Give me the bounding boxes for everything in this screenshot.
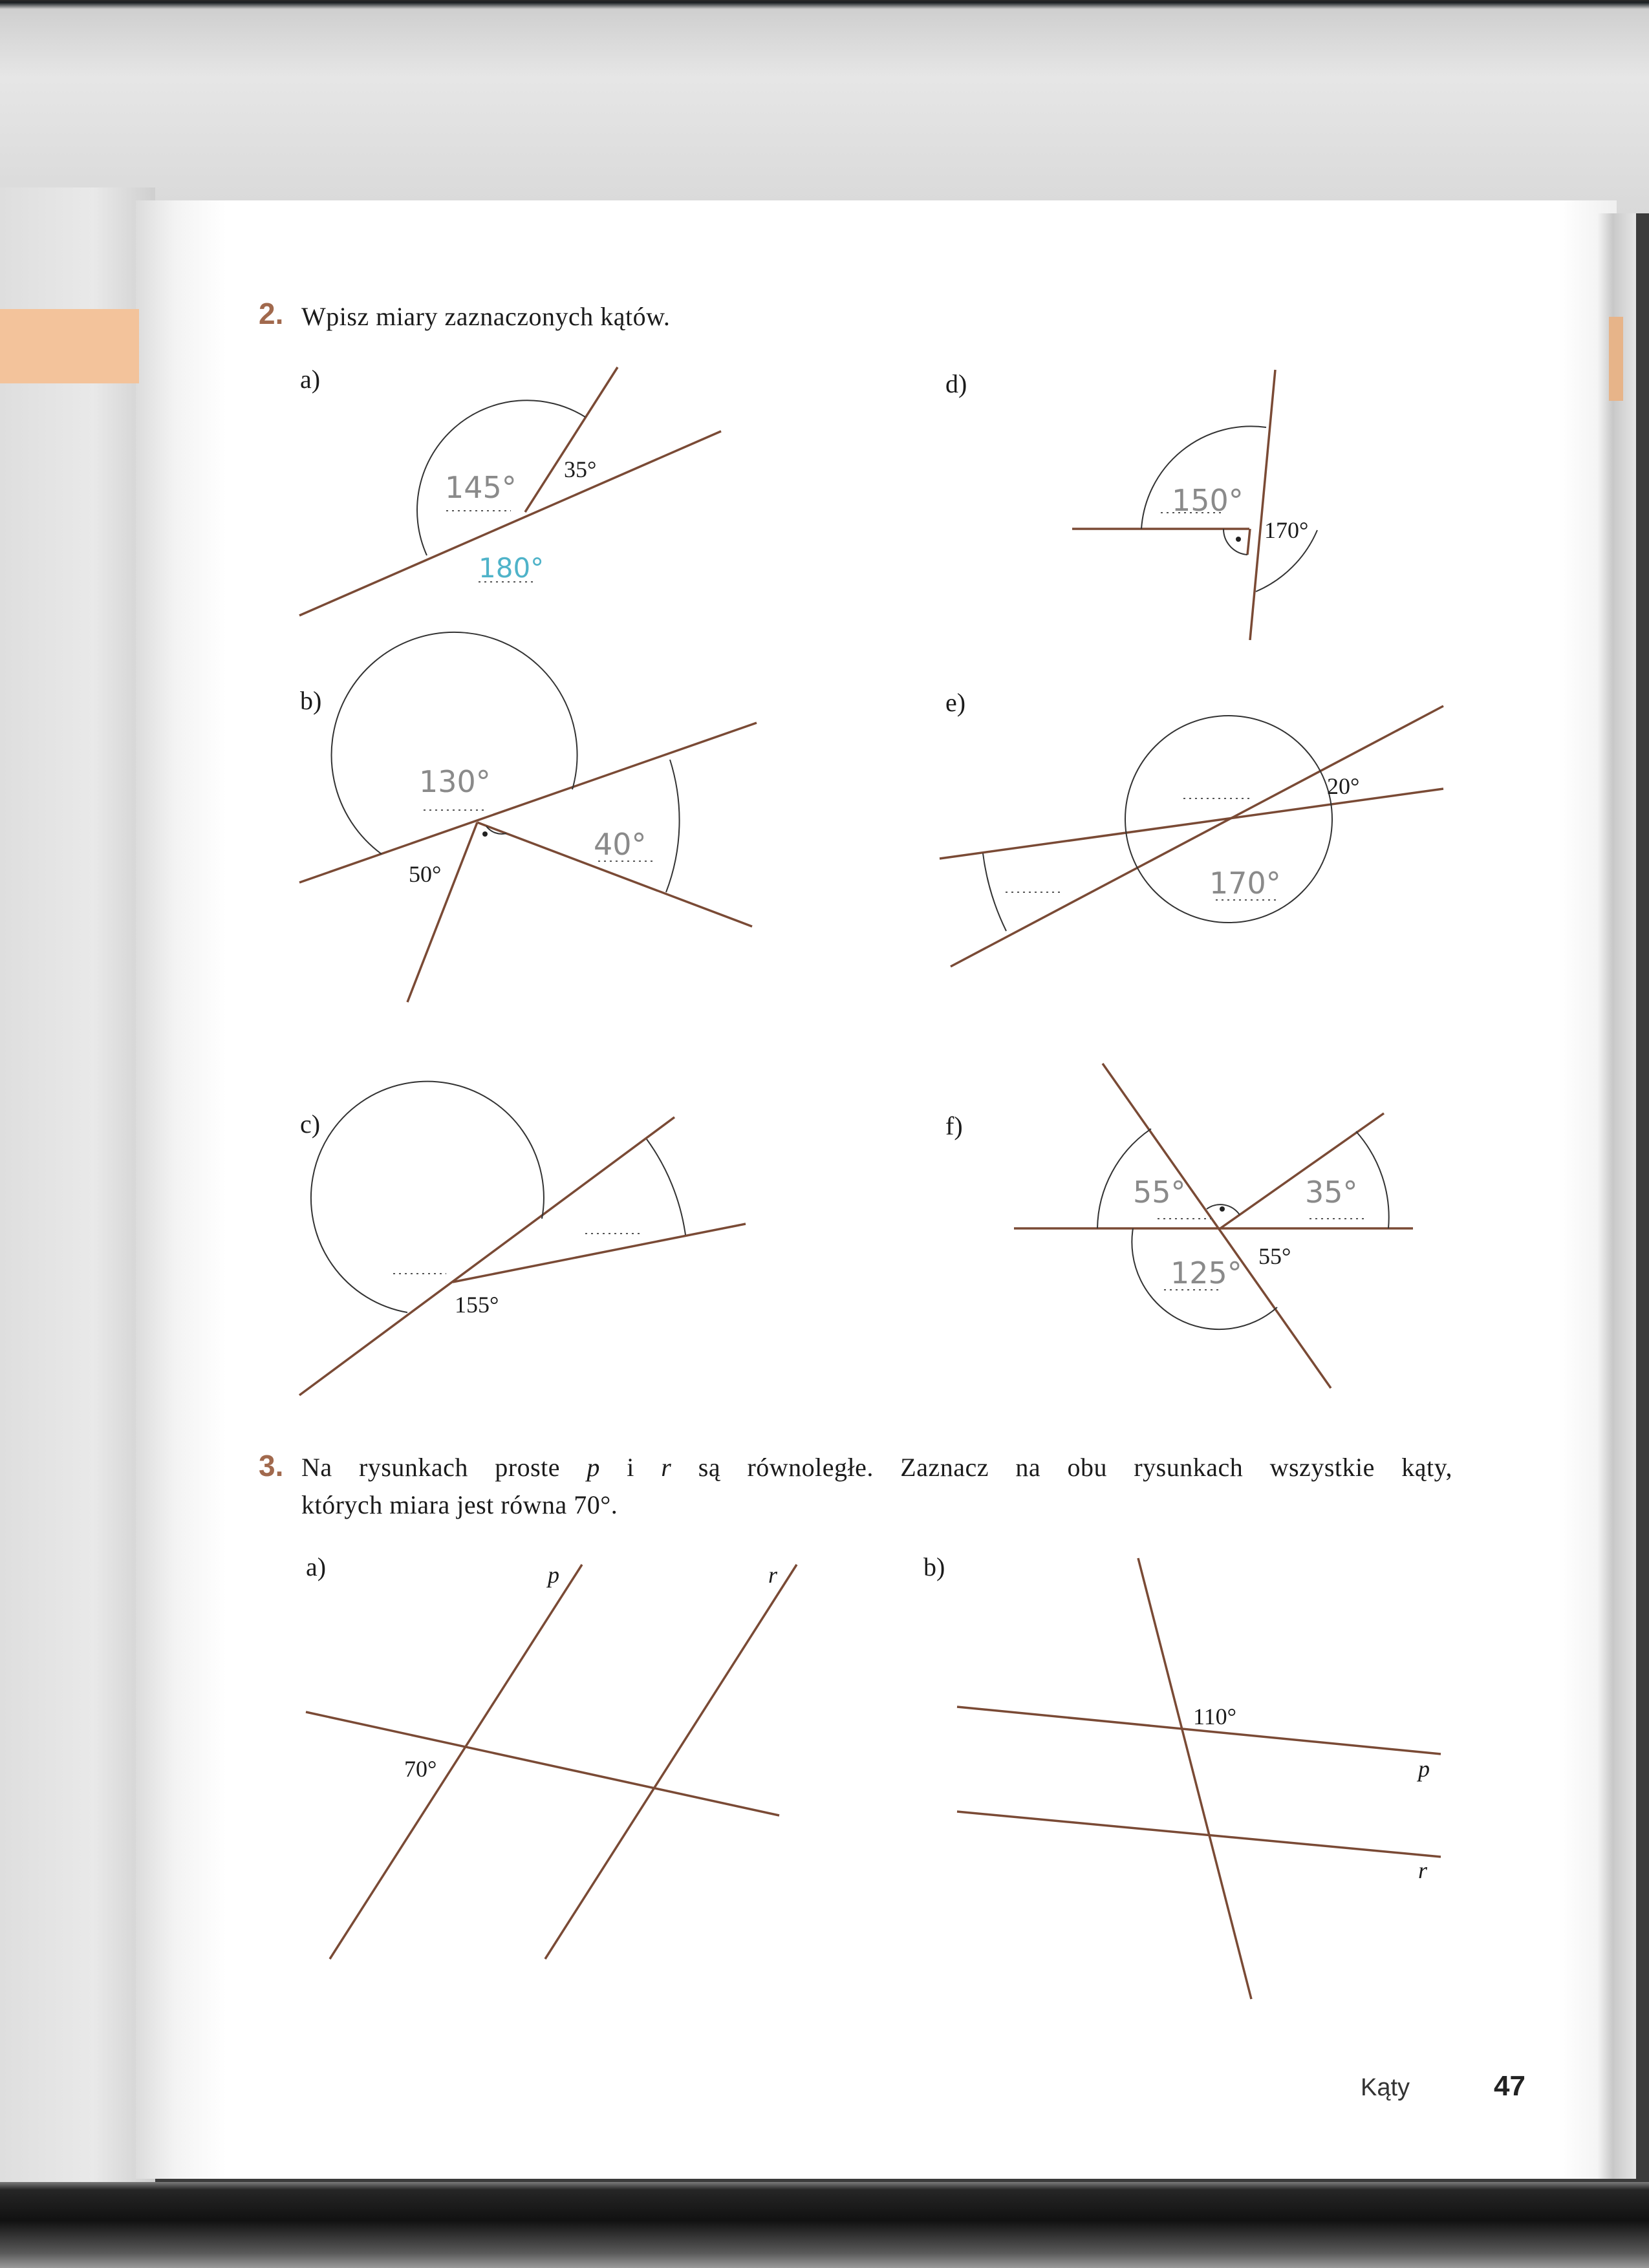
- figure-2d: [1072, 370, 1317, 640]
- figure-3b: [957, 1558, 1441, 1999]
- task3-label-b: b): [923, 1552, 945, 1581]
- page-number: 47: [1494, 2070, 1525, 2102]
- figure-2b-given-angle: 50°: [409, 861, 442, 887]
- figure-3a-line-r: r: [768, 1562, 778, 1588]
- figure-2f-answer-right: 35°: [1305, 1175, 1358, 1210]
- figure-2a-given-angle: 35°: [564, 456, 597, 482]
- task2-label-e: e): [945, 688, 966, 717]
- task3-instruction-part1: Na rysunkach proste: [301, 1453, 561, 1482]
- figure-2b-answer-right: 40°: [594, 827, 647, 862]
- figure-2e-answer: 170°: [1209, 866, 1281, 901]
- figure-2b-answer-upper: 130°: [419, 764, 491, 799]
- figure-2d-answer: 150°: [1172, 483, 1244, 518]
- task2-label-d: d): [945, 369, 967, 398]
- task3-instruction-part2: są równoległe. Zaznacz na obu rysunkach wszystkie kąty,: [698, 1453, 1453, 1482]
- figure-2d-given-angle: 170°: [1264, 517, 1309, 543]
- figure-3b-line-p: p: [1418, 1756, 1430, 1782]
- figure-2f: [1014, 1064, 1413, 1388]
- figure-2a: [299, 367, 721, 615]
- figure-3a: [306, 1562, 797, 1959]
- figure-2c-given-angle: 155°: [455, 1292, 499, 1318]
- task3-var-p: p: [587, 1453, 600, 1482]
- figure-2f-given-angle: 55°: [1258, 1243, 1291, 1269]
- task2-label-a: a): [300, 365, 321, 394]
- figure-2a-answer-straight: 180°: [479, 552, 544, 584]
- figure-3b-line-r: r: [1418, 1857, 1428, 1883]
- figure-2a-answer-inner: 145°: [445, 470, 517, 505]
- task2-label-b: b): [300, 686, 322, 715]
- task3-instruction-line2: których miara jest równa 70°.: [301, 1490, 618, 1519]
- task3-conj: i: [627, 1453, 634, 1482]
- task3-number: 3.: [259, 1449, 284, 1482]
- task3-var-r: r: [661, 1453, 672, 1482]
- figure-2b: [299, 632, 757, 1002]
- figure-3a-given-angle: 70°: [404, 1756, 437, 1782]
- figure-2c: [299, 1082, 746, 1395]
- task2-label-f: f): [945, 1111, 963, 1140]
- task2-instruction: Wpisz miary zaznaczonych kątów.: [301, 302, 671, 331]
- task3-label-a: a): [306, 1552, 327, 1581]
- section-title: Kąty: [1361, 2074, 1410, 2101]
- figure-2f-answer-left: 55°: [1133, 1175, 1186, 1210]
- figure-3b-given-angle: 110°: [1193, 1704, 1237, 1729]
- task2-label-c: c): [300, 1109, 321, 1139]
- figure-2e-given-angle: 20°: [1327, 773, 1360, 799]
- figure-3a-line-p: p: [548, 1562, 559, 1588]
- figure-2e: [940, 706, 1443, 967]
- task2-number: 2.: [259, 297, 284, 330]
- figure-2f-answer-lower: 125°: [1170, 1256, 1242, 1290]
- task3-instruction-line1: [301, 1452, 1452, 1482]
